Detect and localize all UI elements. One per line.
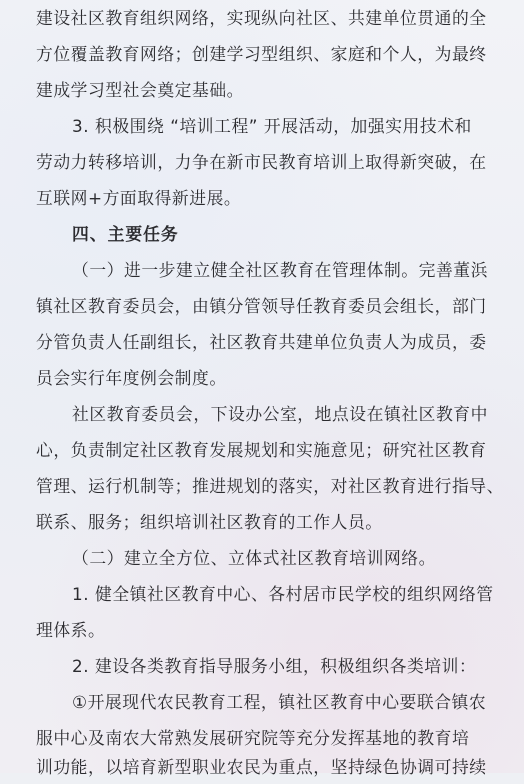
text-line: 联系、服务；组织培训社区教育的工作人员。 (36, 512, 383, 532)
text-line: 镇社区教育委员会，由镇分管领导任教育委员会组长，部门 (36, 296, 487, 316)
text-line: 劳动力转移培训，力争在新市民教育培训上取得新突破，在 (36, 152, 487, 172)
text-line: 方位覆盖教育网络；创建学习型组织、家庭和个人，为最终 (36, 44, 487, 64)
text-line: 互联网+方面取得新进展。 (36, 188, 242, 208)
section-heading: 四、主要任务 (72, 224, 179, 244)
text-line: 服中心及南农大常熟发展研究院等充分发挥基地的教育培 (36, 728, 470, 748)
text-line: 员会实行年度例会制度。 (36, 368, 227, 388)
text-line: 社区教育委员会，下设办公室，地点设在镇社区教育中 (72, 404, 488, 424)
text-line: 2. 建设各类教育指导服务小组，积极组织各类培训： (72, 656, 477, 676)
text-line: 理体系。 (36, 620, 106, 640)
text-line: （一）进一步建立健全社区教育在管理体制。完善董浜 (72, 260, 488, 280)
text-line: （二）建立全方位、立体式社区教育培训网络。 (72, 548, 436, 568)
text-line: ①开展现代农民教育工程，镇社区教育中心要联合镇农 (72, 692, 487, 712)
text-line: 3. 积极围绕 “培训工程” 开展活动，加强实用技术和 (72, 116, 472, 136)
text-line: 训功能，以培育新型职业农民为重点，坚持绿色协调可持续 (36, 757, 487, 777)
text-line: 建成学习型社会奠定基础。 (36, 80, 244, 100)
text-line: 建设社区教育组织网络，实现纵向社区、共建单位贯通的全 (36, 8, 487, 28)
text-line: 1. 健全镇社区教育中心、各村居市民学校的组织网络管 (72, 584, 494, 604)
text-line: 管理、运行机制等；推进规划的落实，对社区教育进行指导、 (36, 476, 504, 496)
text-line: 心，负责制定社区教育发展规划和实施意见；研究社区教育 (36, 440, 487, 460)
text-line: 分管负责人任副组长，社区教育共建单位负责人为成员，委 (36, 332, 487, 352)
